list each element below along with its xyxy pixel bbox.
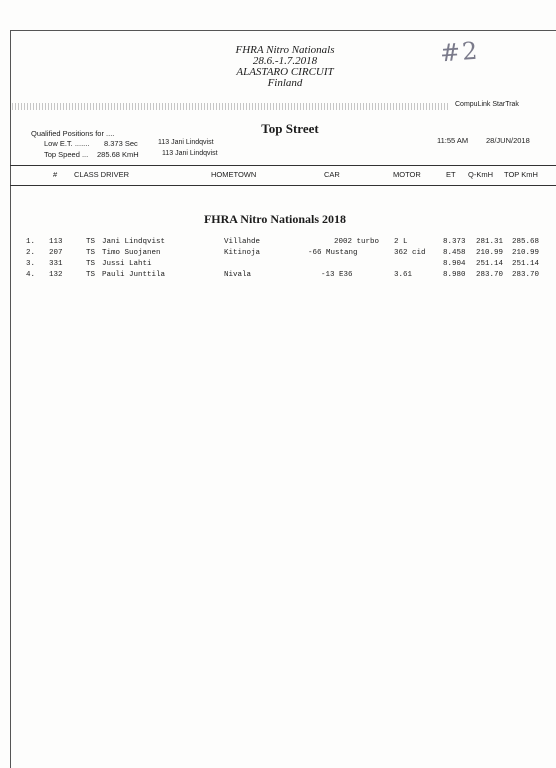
page-frame-left [10,30,11,768]
row-motor: 3.61 [394,271,413,279]
row-et: 8.904 [443,260,466,268]
header-line-4: Finland [267,77,303,89]
row-driver: Jani Lindqvist [102,238,166,246]
row-driver: Pauli Junttila [102,271,166,279]
race-class-title: Top Street [261,121,319,136]
row-q-kmh: 281.31 [476,238,504,246]
row-top-kmh: 210.99 [512,249,540,257]
page-frame-top [10,30,556,31]
row-top-kmh: 283.70 [512,271,540,279]
row-class: TS [86,249,96,257]
row-car: -13 E36 [321,271,353,279]
row-et: 8.980 [443,271,466,279]
low-et-value: 8.373 Sec [104,139,138,148]
row-motor: 2 L [394,238,408,246]
row-top-kmh: 285.68 [512,238,540,246]
row-driver: Timo Suojanen [102,249,161,257]
row-position: 2. [26,249,36,257]
row-hometown: Kitinoja [224,249,261,257]
low-et-label: Low E.T. ....... [44,139,90,148]
header-line-2: 28.6.-1.7.2018 [252,55,318,67]
top-speed-value: 285.68 KmH [97,150,139,159]
col-top-kmh: TOP KmH [504,170,538,179]
handwritten-note: #2 [439,36,481,68]
header-line-1: FHRA Nitro Nationals [235,44,335,56]
col-number: # [53,170,58,179]
report-time: 11:55 AM [437,136,469,145]
header-line-3: ALASTARO CIRCUIT [236,66,334,78]
row-car: 2002 turbo [333,238,379,246]
row-hometown: Villahde [224,238,261,246]
vendor-label: CompuLink StarTrak [455,101,519,108]
top-speed-holder: 113 Jani Lindqvist [162,150,218,157]
row-q-kmh: 283.70 [476,271,504,279]
header-rule-bottom [10,185,556,186]
row-position: 1. [26,238,36,246]
row-car-number: 331 [49,260,63,268]
row-class: TS [86,238,96,246]
row-car: -66 Mustang [308,249,358,257]
row-position: 4. [26,271,36,279]
row-class: TS [86,260,96,268]
row-position: 3. [26,260,36,268]
event-title: FHRA Nitro Nationals 2018 [203,212,347,226]
qualified-label: Qualified Positions for .... [31,129,115,138]
low-et-holder: 113 Jani Lindqvist [158,139,214,146]
row-hometown: Nivala [224,271,252,279]
row-q-kmh: 251.14 [476,260,504,268]
row-car-number: 113 [49,238,63,246]
row-q-kmh: 210.99 [476,249,504,257]
row-et: 8.458 [443,249,466,257]
row-driver: Jussi Lahti [102,260,152,268]
report-date: 28/JUN/2018 [486,136,530,145]
dotted-separator [12,103,450,110]
row-class: TS [86,271,96,279]
row-top-kmh: 251.14 [512,260,540,268]
row-car-number: 207 [49,249,63,257]
row-et: 8.373 [443,238,466,246]
col-car: CAR [324,170,340,179]
row-car-number: 132 [49,271,63,279]
row-motor: 362 cid [394,249,426,257]
col-et: ET [446,170,456,179]
col-hometown: HOMETOWN [211,170,257,179]
header-rule-top [10,165,556,166]
top-speed-label: Top Speed ... [44,150,89,159]
col-class-driver: CLASS DRIVER [74,170,130,179]
col-q-kmh: Q-KmH [468,170,493,179]
col-motor: MOTOR [393,170,421,179]
